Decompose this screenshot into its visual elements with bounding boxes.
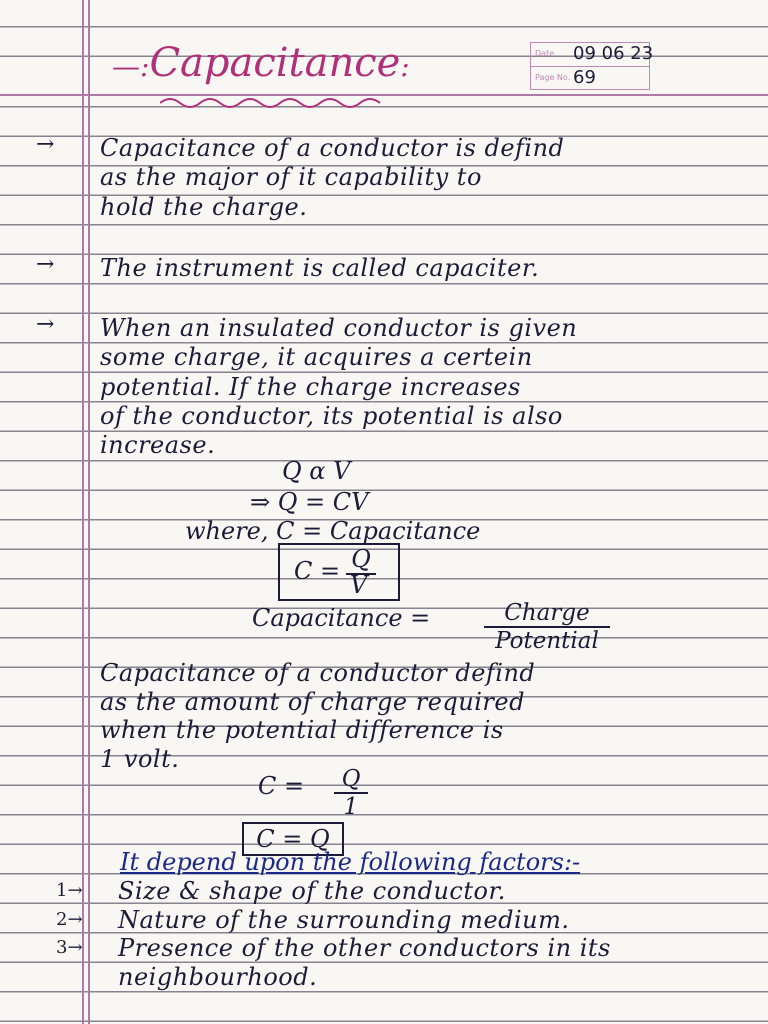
boxed-numerator: Q: [346, 545, 376, 575]
factor-item: Presence of the other conductors in its: [118, 934, 611, 962]
text-line: as the amount of charge required: [100, 688, 525, 716]
margin-line: [82, 0, 84, 1024]
date-value: 09 06 23: [573, 43, 654, 64]
formula2-boxed: C = Q: [242, 822, 344, 856]
date-label: Date: [535, 49, 555, 58]
factor-number: 2→: [56, 909, 83, 930]
date-page-box: [530, 42, 654, 90]
page-label: Page No.: [535, 73, 571, 82]
factor-number: 3→: [56, 937, 83, 958]
factor-item: Size & shape of the conductor.: [118, 877, 506, 905]
text-line: hold the charge.: [100, 193, 308, 221]
factor-number: 1→: [56, 880, 83, 901]
text-line: some charge, it acquires a certein: [100, 343, 533, 371]
bullet-arrow: →: [36, 252, 55, 277]
word-formula-lhs: Capacitance =: [252, 604, 431, 632]
formula2-lhs: C =: [258, 772, 305, 800]
word-denominator: Potential: [495, 628, 599, 654]
title-underline: [160, 95, 390, 111]
text-line: potential. If the charge increases: [100, 373, 521, 401]
word-numerator: Charge: [484, 600, 610, 628]
bullet-arrow: →: [36, 132, 55, 157]
page-title: —:Capacitance:: [112, 40, 410, 86]
formula-equation: ⇒ Q = CV: [250, 488, 369, 516]
formula-where: where, C = Capacitance: [185, 517, 481, 545]
margin-line: [88, 0, 90, 1024]
boxed-lhs: C =: [294, 557, 341, 585]
text-line: Capacitance of a conductor defind: [100, 659, 536, 687]
boxed-formula: [278, 543, 400, 601]
text-line: of the conductor, its potential is also: [100, 402, 563, 430]
text-line: when the potential difference is: [100, 716, 504, 744]
bullet-arrow: →: [36, 312, 55, 337]
word-fraction: [484, 600, 610, 654]
text-line: The instrument is called capaciter.: [100, 254, 540, 282]
formula2-denominator: 1: [343, 794, 359, 820]
text-line: When an insulated conductor is given: [100, 314, 578, 342]
factors-heading: It depend upon the following factors:-: [120, 848, 581, 876]
factor-item: Nature of the surrounding medium.: [118, 906, 570, 934]
boxed-denominator: V: [350, 571, 368, 599]
text-line: Capacitance of a conductor is defind: [100, 134, 565, 162]
formula2-fraction: [334, 766, 368, 820]
formula-proportional: Q α V: [282, 457, 351, 485]
factor-continuation: neighbourhood.: [118, 963, 318, 991]
text-line: increase.: [100, 431, 216, 459]
text-line: as the major of it capability to: [100, 163, 482, 191]
page-number: 69: [573, 67, 596, 88]
formula2-numerator: Q: [334, 766, 368, 794]
text-line: 1 volt.: [100, 745, 180, 773]
